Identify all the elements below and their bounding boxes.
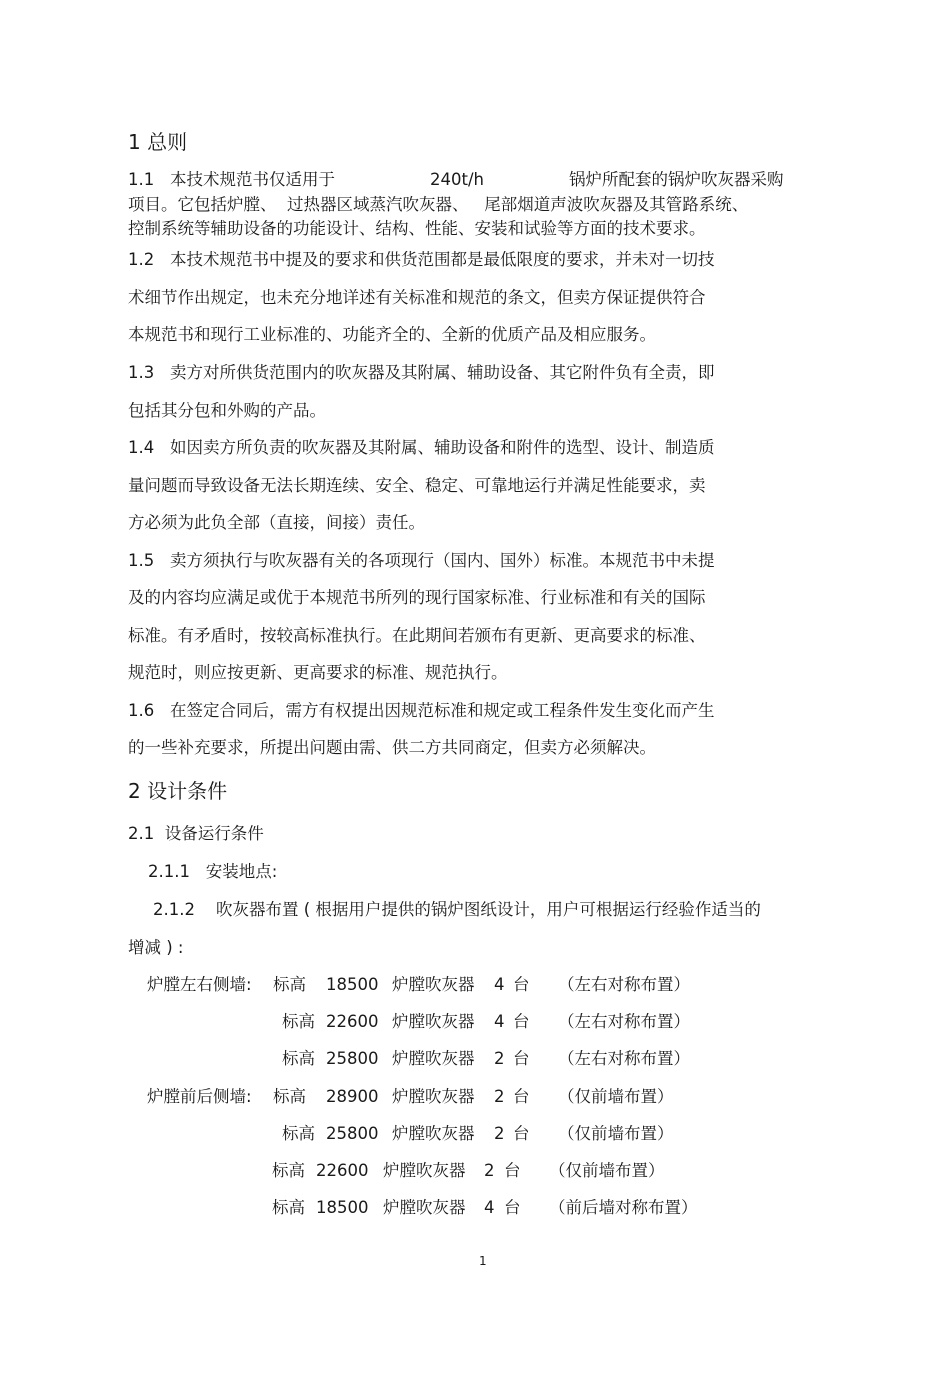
elevation-label: 标高 xyxy=(282,1049,315,1068)
count-unit: 台 xyxy=(504,1198,521,1217)
blower-type: 炉膛吹灰器 xyxy=(383,1161,466,1180)
para-1-6-line-1: 1.6 在签定合同后，需方有权提出因规范标准和规定或工程条件发生变化而产生 xyxy=(128,701,715,720)
para-1-3-line-2: 包括其分包和外购的产品。 xyxy=(128,401,326,420)
count-unit: 台 xyxy=(504,1161,521,1180)
elevation-label: 标高 xyxy=(282,1124,315,1143)
elevation-value: 25800 xyxy=(326,1049,379,1068)
layout-note: （前后墙对称布置） xyxy=(549,1198,698,1217)
elevation-label: 标高 xyxy=(272,1198,305,1217)
wall-label: 炉膛前后侧墙: xyxy=(147,1087,252,1106)
blower-type: 炉膛吹灰器 xyxy=(392,1087,475,1106)
blower-count: 2 xyxy=(494,1087,505,1106)
blower-count: 4 xyxy=(494,1012,505,1031)
para-1-5-line-2: 及的内容均应满足或优于本规范书所列的现行国家标准、行业标准和有关的国际 xyxy=(128,588,706,607)
subsection-2-1: 2.1 设备运行条件 xyxy=(128,824,264,843)
subsection-2-1-2-line-2: 增减 ) : xyxy=(128,938,184,957)
layout-row xyxy=(0,1197,950,1395)
layout-note: （仅前墙布置） xyxy=(558,1124,674,1143)
blower-count: 2 xyxy=(494,1124,505,1143)
page-number: 1 xyxy=(479,1254,487,1268)
para-1-6-line-2: 的一些补充要求，所提出问题由需、供二方共同商定，但卖方必须解决。 xyxy=(128,738,656,757)
para-1-1-capacity: 240t/h xyxy=(430,170,484,189)
para-1-4-line-2: 量问题而导致设备无法长期连续、安全、稳定、可靠地运行并满足性能要求，卖 xyxy=(128,476,706,495)
para-1-3-line-1: 1.3 卖方对所供货范围内的吹灰器及其附属、辅助设备、其它附件负有全责，即 xyxy=(128,363,715,382)
count-unit: 台 xyxy=(513,1012,530,1031)
para-1-5-line-1: 1.5 卖方须执行与吹灰器有关的各项现行（国内、国外）标准。本规范书中未提 xyxy=(128,551,715,570)
subsection-2-1-1: 2.1.1 安装地点: xyxy=(148,862,278,881)
blower-type: 炉膛吹灰器 xyxy=(392,1012,475,1031)
section-1-heading: 1 总则 xyxy=(128,130,188,154)
para-1-1-line-1a: 1.1 本技术规范书仅适用于 xyxy=(128,170,335,189)
para-1-5-line-4: 规范时，则应按更新、更高要求的标准、规范执行。 xyxy=(128,663,508,682)
count-unit: 台 xyxy=(513,1087,530,1106)
para-1-5-line-3: 标准。有矛盾时，按较高标准执行。在此期间若颁布有更新、更高要求的标准、 xyxy=(128,626,706,645)
para-1-1-line-2: 项目。它包括炉膛、 过热器区域蒸汽吹灰器、 尾部烟道声波吹灰器及其管路系统、 xyxy=(128,195,749,214)
elevation-label: 标高 xyxy=(272,1161,305,1180)
elevation-value: 18500 xyxy=(326,975,379,994)
blower-count: 4 xyxy=(494,975,505,994)
para-1-2-line-1: 1.2 本技术规范书中提及的要求和供货范围都是最低限度的要求，并未对一切技 xyxy=(128,250,715,269)
blower-type: 炉膛吹灰器 xyxy=(392,1124,475,1143)
para-1-2-line-3: 本规范书和现行工业标准的、功能齐全的、全新的优质产品及相应服务。 xyxy=(128,325,656,344)
blower-count: 2 xyxy=(494,1049,505,1068)
elevation-label: 标高 xyxy=(273,975,306,994)
count-unit: 台 xyxy=(513,1124,530,1143)
count-unit: 台 xyxy=(513,975,530,994)
section-2-heading: 2 设计条件 xyxy=(128,779,228,803)
blower-count: 2 xyxy=(484,1161,495,1180)
blower-type: 炉膛吹灰器 xyxy=(392,1049,475,1068)
para-1-4-line-1: 1.4 如因卖方所负责的吹灰器及其附属、辅助设备和附件的选型、设计、制造质 xyxy=(128,438,715,457)
elevation-label: 标高 xyxy=(273,1087,306,1106)
para-1-1-line-1c: 锅炉所配套的锅炉吹灰器采购 xyxy=(569,170,784,189)
elevation-value: 18500 xyxy=(316,1198,369,1217)
blower-type: 炉膛吹灰器 xyxy=(383,1198,466,1217)
layout-note: （仅前墙布置） xyxy=(558,1087,674,1106)
para-1-2-line-2: 术细节作出规定，也未充分地详述有关标准和规范的条文，但卖方保证提供符合 xyxy=(128,288,706,307)
elevation-label: 标高 xyxy=(282,1012,315,1031)
layout-note: （左右对称布置） xyxy=(558,1012,690,1031)
layout-note: （仅前墙布置） xyxy=(549,1161,665,1180)
elevation-value: 28900 xyxy=(326,1087,379,1106)
elevation-value: 25800 xyxy=(326,1124,379,1143)
para-1-1-line-3: 控制系统等辅助设备的功能设计、结构、性能、安装和试验等方面的技术要求。 xyxy=(128,219,706,238)
layout-note: （左右对称布置） xyxy=(558,1049,690,1068)
blower-count: 4 xyxy=(484,1198,495,1217)
subsection-2-1-2-line-1: 2.1.2 吹灰器布置 ( 根据用户提供的锅炉图纸设计，用户可根据运行经验作适当的 xyxy=(153,900,761,919)
elevation-value: 22600 xyxy=(326,1012,379,1031)
elevation-value: 22600 xyxy=(316,1161,369,1180)
layout-note: （左右对称布置） xyxy=(558,975,690,994)
count-unit: 台 xyxy=(513,1049,530,1068)
wall-label: 炉膛左右侧墙: xyxy=(147,975,252,994)
para-1-4-line-3: 方必须为此负全部（直接，间接）责任。 xyxy=(128,513,425,532)
blower-type: 炉膛吹灰器 xyxy=(392,975,475,994)
